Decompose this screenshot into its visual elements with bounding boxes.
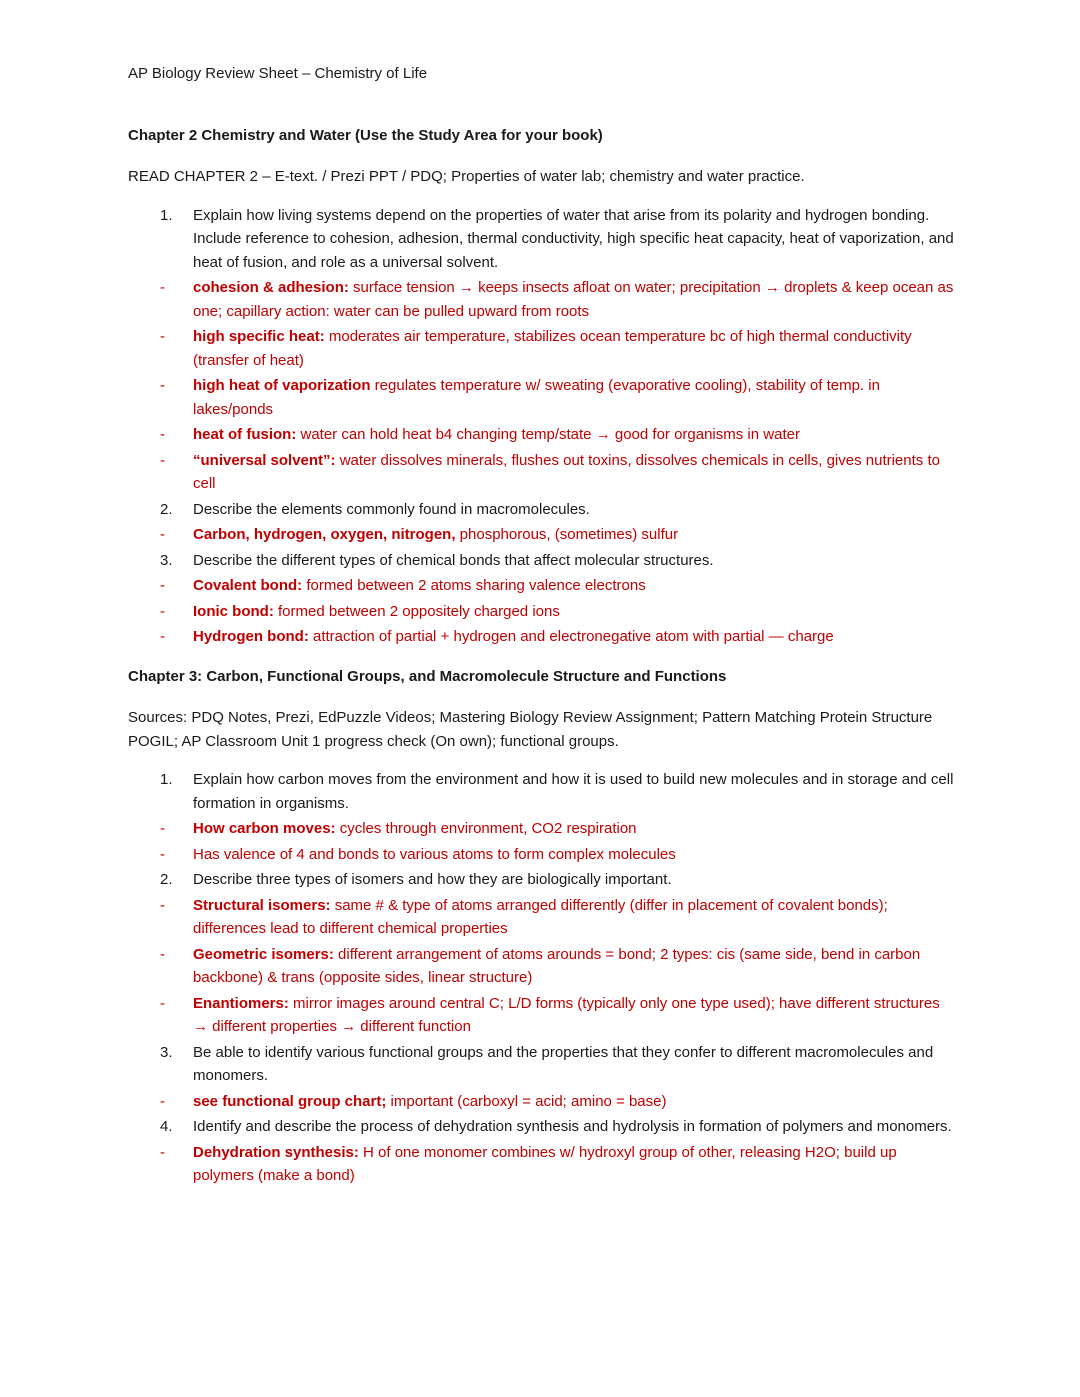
item-text [193,276,955,323]
dash-marker: - [160,1143,165,1161]
item-detail: water can hold heat b4 changing temp/state → good for organisms in water [296,426,800,443]
item-text [193,625,955,649]
item-label: see functional group chart; [193,1092,387,1110]
dash-marker: - [160,426,165,443]
dash-marker: - [160,628,165,645]
dash-marker: - [160,377,165,394]
item-text [193,600,955,624]
item-text [193,843,955,867]
item-detail: cycles through environment, CO2 respiration [335,820,637,837]
item-text [193,423,955,447]
item-label: high heat of vaporization [193,377,371,394]
dash-marker: - [160,994,165,1012]
chapter2-intro: READ CHAPTER 2 – E-text. / Prezi PPT / PDQ; Properties of water lab; chemistry and water practice. [128,168,805,185]
dash-item [128,843,955,867]
item-text: Describe three types of isomers and how they are biologically important. [193,871,672,888]
item-label: Dehydration synthesis: [193,1143,359,1161]
dash-item [128,374,955,421]
numbered-item [128,549,955,573]
item-number: 2. [160,871,173,888]
item-text: Describe the elements commonly found in macromolecules. [193,500,590,518]
item-detail: formed between 2 atoms sharing valence electrons [302,577,646,594]
item-text [193,574,955,598]
dash-item [128,523,955,547]
item-text: Explain how carbon moves from the environment and how it is used to build new molecules and in storage and cell formation in organisms. [193,771,954,812]
item-text [193,1090,955,1114]
dash-marker: - [160,279,165,296]
numbered-item [128,868,955,892]
dash-item [128,276,955,323]
dash-marker: - [160,945,165,963]
dash-item [128,992,955,1039]
item-text [193,943,955,990]
item-number: 2. [160,500,173,518]
item-detail: important (carboxyl = acid; amino = base) [386,1092,667,1110]
item-label: Ionic bond: [193,602,274,620]
dash-item [128,894,955,941]
dash-marker: - [160,328,165,345]
item-text: Explain how living systems depend on the properties of water that arise from its polarity and hydrogen bonding. Include reference to cohesion, adhesion, thermal conductivity, high specific heat capacity, heat of vaporization, and heat of fusion, and role as a universal solvent. [193,206,954,271]
item-label: cohesion & adhesion: [193,279,349,296]
chapter2-list [128,204,955,649]
numbered-item [128,1115,955,1139]
item-number: 3. [160,1043,173,1061]
item-detail: different arrangement of atoms arounds = bond; 2 types: cis (same side, bend in carbon backbone) & trans (opposite sides, linear structure) [193,945,921,986]
item-detail: phosphorous, (sometimes) sulfur [455,526,679,543]
dash-marker: - [160,1092,165,1110]
item-text [193,325,955,372]
dash-marker: - [160,820,165,837]
item-label: heat of fusion: [193,426,297,443]
item-text: Describe the different types of chemical bonds that affect molecular structures. [193,551,714,569]
item-label: How carbon moves: [193,820,336,837]
item-text [193,894,955,941]
dash-item [128,325,955,372]
item-label: Structural isomers: [193,896,331,914]
item-text [193,523,955,547]
item-label: Covalent bond: [193,577,303,594]
item-text: Identify and describe the process of dehydration synthesis and hydrolysis in formation of polymers and monomers. [193,1118,952,1135]
document-title: AP Biology Review Sheet – Chemistry of Life [128,65,428,82]
item-detail: moderates air temperature, stabilizes ocean temperature bc of high thermal conductivity (transfer of heat) [193,328,912,369]
item-label: “universal solvent”: [193,451,336,469]
dash-item [128,817,955,841]
item-number: 1. [160,206,173,224]
numbered-item [128,1041,955,1088]
item-text: Be able to identify various functional groups and the properties that they confer to different macromolecules and monomers. [193,1043,934,1084]
item-text [193,992,955,1039]
dash-item [128,449,955,496]
chapter3-heading: Chapter 3: Carbon, Functional Groups, and Macromolecule Structure and Functions [128,667,727,685]
item-detail: H of one monomer combines w/ hydroxyl group of other, releasing H2O; build up polymers (make a bond) [193,1143,897,1184]
dash-marker: - [160,845,165,863]
item-detail: water dissolves minerals, flushes out toxins, dissolves chemicals in cells, gives nutrients to cell [193,451,940,492]
item-text [193,1141,955,1188]
dash-item [128,1090,955,1114]
dash-item [128,625,955,649]
dash-marker: - [160,451,165,469]
item-number: 3. [160,551,173,569]
chapter3-intro: Sources: PDQ Notes, Prezi, EdPuzzle Videos; Mastering Biology Review Assignment; Pattern Matching Protein Structure POGIL; AP Classroom Unit 1 progress check (On own); functional groups. [128,709,933,750]
numbered-item [128,768,955,815]
item-label: high specific heat: [193,328,325,345]
dash-marker: - [160,602,165,620]
item-detail: mirror images around central C; L/D forms (typically only one type used); have different structures → different properties → different function [193,994,940,1035]
item-detail: regulates temperature w/ sweating (evaporative cooling), stability of temp. in lakes/ponds [193,377,880,418]
item-text [193,449,955,496]
dash-item [128,943,955,990]
chapter2-heading: Chapter 2 Chemistry and Water (Use the Study Area for your book) [128,126,603,144]
dash-marker: - [160,526,165,543]
item-text [193,817,955,841]
dash-item [128,1141,955,1188]
item-detail: surface tension → keeps insects afloat on water; precipitation → droplets & keep ocean as one; capillary action: water can be pulled upward from roots [193,279,954,320]
item-detail: attraction of partial + hydrogen and electronegative atom with partial — charge [308,628,834,645]
dash-marker: - [160,896,165,914]
item-label: Hydrogen bond: [193,628,309,645]
dash-item [128,600,955,624]
item-detail: same # & type of atoms arranged differently (differ in placement of covalent bonds); differences lead to different chemical properties [193,896,888,937]
item-detail: formed between 2 oppositely charged ions [273,602,560,620]
item-detail: Has valence of 4 and bonds to various atoms to form complex molecules [193,845,676,863]
numbered-item [128,204,955,275]
item-number: 1. [160,771,173,788]
item-label: Carbon, hydrogen, oxygen, nitrogen, [193,526,456,543]
chapter3-list [128,768,955,1188]
item-text [193,374,955,421]
dash-item [128,423,955,447]
dash-marker: - [160,577,165,594]
item-label: Enantiomers: [193,994,289,1012]
item-label: Geometric isomers: [193,945,334,963]
numbered-item [128,498,955,522]
dash-item [128,574,955,598]
item-number: 4. [160,1118,173,1135]
